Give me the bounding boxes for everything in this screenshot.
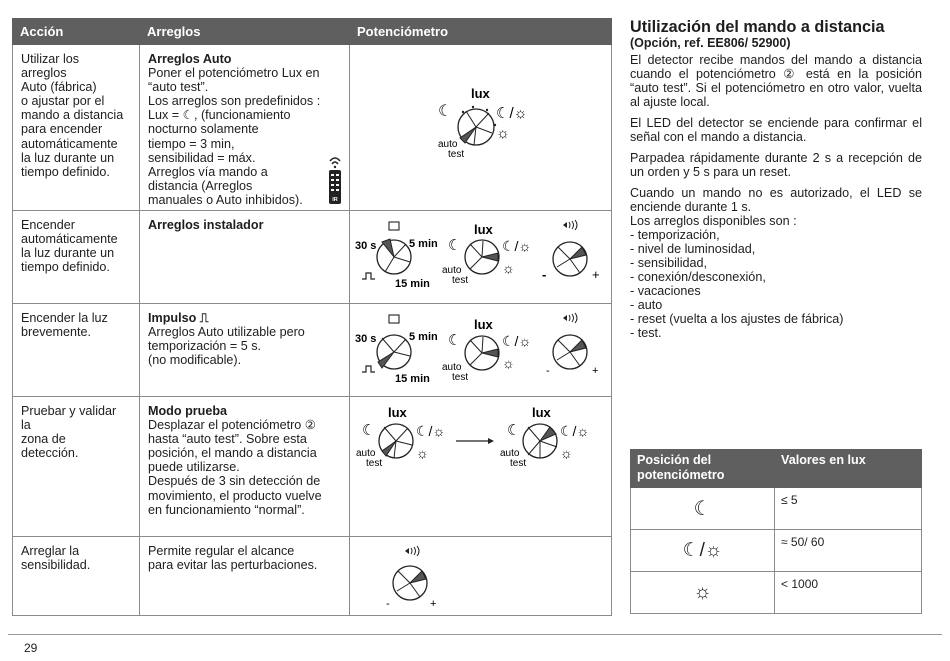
header-potenciometro: Potenciómetro <box>350 19 612 45</box>
minus-label: - <box>385 598 390 610</box>
arreglos-cell <box>140 304 350 397</box>
paragraph: Parpadea rápidamente durante 2 s a recepción de un orden y 5 s para un reset. <box>630 151 922 179</box>
accion-line: detección. <box>21 446 79 461</box>
moon-icon <box>631 488 775 530</box>
arreglos-line: Después de 3 sin detección de <box>148 474 321 489</box>
potenciometro-cell <box>350 211 612 304</box>
sun-glyph: ☼ <box>693 581 712 603</box>
arreglos-line: hasta “auto test”. Sobre esta <box>148 432 307 447</box>
accion-line: Encender <box>21 218 75 232</box>
lux-dial-before <box>356 405 445 469</box>
arreglos-line: para evitar las perturbaciones. <box>148 558 318 573</box>
arreglos-line: Desplazar el potenciómetro ② <box>148 418 317 433</box>
auto-label: auto <box>441 265 461 276</box>
arreglos-cell <box>140 397 350 537</box>
arreglos-line: en funcionamiento “normal”. <box>148 502 305 517</box>
arreglos-title: Arreglos instalador <box>148 218 264 232</box>
arreglos-title: Impulso ⎍ <box>148 311 209 325</box>
list-item: - temporización, <box>630 228 720 242</box>
arreglos-line: sensibilidad = máx. <box>148 150 256 165</box>
moon-icon: ☾ <box>447 332 461 349</box>
arreglos-line: movimiento, el producto vuelve <box>148 488 322 503</box>
remote-ir-label: IR <box>332 197 338 203</box>
arreglos-line: nocturno solamente <box>148 122 259 137</box>
arreglos-line: “auto test”. <box>148 80 209 95</box>
lux-value: ≤ 5 <box>775 488 922 530</box>
accion-cell <box>13 45 140 211</box>
sun-icon <box>631 572 775 614</box>
header-position: Posición del potenciómetro <box>631 450 775 488</box>
table-row <box>13 45 612 211</box>
potenciometro-cell <box>350 537 612 616</box>
accion-cell <box>13 397 140 537</box>
sensitivity-dial <box>546 313 598 377</box>
arreglos-line: Lux = ☾, (funcionamiento <box>148 108 291 123</box>
moon-sun-icon <box>631 530 775 572</box>
accion-line: o ajustar por el <box>21 94 105 109</box>
arreglos-line: Permite regular el alcance <box>148 544 295 558</box>
accion-line: tiempo definido. <box>21 164 110 179</box>
arreglos-line: puede utilizarse. <box>148 460 240 475</box>
list-item: - conexión/desconexión, <box>630 270 766 284</box>
paragraph: Cuando un mando no es autorizado, el LED se enciende durante 1 s. <box>630 186 922 214</box>
arreglos-line: manuales o Auto inhibidos). <box>148 192 303 207</box>
arrow-head <box>488 438 494 444</box>
moon-sun-icon: ☾/☼ <box>559 423 589 439</box>
arreglos-title: Modo prueba <box>148 404 228 418</box>
accion-line: brevemente. <box>21 325 92 340</box>
potenciometro-cell <box>350 304 612 397</box>
settings-list <box>630 214 922 340</box>
table-header-row <box>631 450 922 488</box>
timer-dial <box>355 222 438 290</box>
arreglos-line: Arreglos Auto utilizable pero <box>148 325 305 340</box>
lux-value: ≈ 50/ 60 <box>775 530 922 572</box>
test-label: test <box>451 372 468 383</box>
sun-icon: ☼ <box>501 355 515 371</box>
accion-line: Auto (fábrica) <box>21 80 97 95</box>
list-intro: Los arreglos disponibles son : <box>630 214 797 228</box>
minus-label: - <box>545 365 550 377</box>
lux-values-table <box>630 449 922 614</box>
arreglos-line: Los arreglos son predefinidos : <box>148 94 321 109</box>
accion-line: tiempo definido. <box>21 260 110 275</box>
auto-label: auto <box>499 448 519 459</box>
test-label: test <box>447 148 464 160</box>
list-item: - test. <box>630 326 662 340</box>
arreglos-line: tiempo = 3 min, <box>148 136 235 151</box>
moon-icon: ☾ <box>361 422 375 439</box>
dial-lux-label: lux <box>473 317 493 332</box>
dial-lux-label: lux <box>473 222 493 237</box>
table-row <box>631 530 922 572</box>
section-subtitle: (Opción, ref. EE806/ 52900) <box>630 36 791 50</box>
paragraph: El detector recibe mandos del mando a distancia cuando el potenciómetro ② está en la posición “auto test”. Si el potenciómetro en otro valor, vuelta al ajuste local. <box>630 53 922 109</box>
header-lux-values: Valores en lux <box>775 450 922 488</box>
time-5min-label: 5 min <box>408 331 438 343</box>
accion-line: la luz durante un <box>21 246 115 261</box>
sun-icon: ☼ <box>559 445 573 461</box>
dial-lux-label: lux <box>531 405 551 420</box>
header-accion: Acción <box>13 19 140 45</box>
sensitivity-dial-diagram <box>352 541 610 611</box>
accion-line: automáticamente <box>21 136 118 151</box>
remote-control-section <box>630 18 922 340</box>
accion-line: zona de <box>21 432 66 447</box>
lux-dial-diagram <box>426 83 536 173</box>
accion-line: Arreglar la <box>21 544 80 558</box>
page-number: 29 <box>24 641 38 655</box>
auto-label: auto <box>437 138 457 150</box>
time-30s-label: 30 s <box>354 240 376 252</box>
impulse-dials-diagram <box>352 310 610 390</box>
accion-line: la luz durante un <box>21 150 115 165</box>
list-item: - vacaciones <box>630 284 701 298</box>
dial-lux-label: lux <box>470 85 490 101</box>
moon-icon: ☾ <box>506 422 520 439</box>
dial-lux-label: lux <box>387 405 407 420</box>
list-item: - nivel de luminosidad, <box>630 242 756 256</box>
table-row <box>13 304 612 397</box>
settings-table <box>12 18 612 616</box>
test-mode-diagram <box>352 405 610 485</box>
test-label: test <box>509 458 526 469</box>
arreglos-title: Arreglos Auto <box>148 52 232 66</box>
arreglos-cell <box>140 211 350 304</box>
moon-glyph: ☾ <box>693 498 712 520</box>
accion-line: Utilizar los <box>21 52 80 66</box>
table-row <box>13 397 612 537</box>
footer-divider <box>8 634 942 635</box>
accion-line: arreglos <box>21 66 67 81</box>
moon-sun-glyph: ☾/☼ <box>682 540 723 561</box>
accion-cell <box>13 211 140 304</box>
accion-line: Pruebar y validar <box>21 404 117 418</box>
accion-line: automáticamente <box>21 232 118 247</box>
arreglos-line: distancia (Arreglos <box>148 178 253 193</box>
potenciometro-cell <box>350 45 612 211</box>
table-header-row <box>13 19 612 45</box>
moon-sun-icon: ☾/☼ <box>495 104 527 122</box>
section-title: Utilización del mando a distancia <box>630 18 885 36</box>
sun-icon: ☼ <box>415 445 429 461</box>
list-item: - auto <box>630 298 663 312</box>
table-row <box>13 537 612 616</box>
potenciometro-cell <box>350 397 612 537</box>
moon-sun-icon: ☾/☼ <box>415 423 445 439</box>
plus-label: + <box>429 598 436 610</box>
table-row <box>631 572 922 614</box>
plus-label: + <box>591 267 600 282</box>
lux-value: < 1000 <box>775 572 922 614</box>
list-item: - sensibilidad, <box>630 256 708 270</box>
accion-line: para encender <box>21 122 103 137</box>
installer-dials-diagram <box>352 217 610 297</box>
minus-label: - <box>541 267 546 282</box>
time-5min-label: 5 min <box>408 238 438 250</box>
time-15min-label: 15 min <box>394 278 430 290</box>
remote-control-icon <box>327 155 343 205</box>
sun-icon: ☼ <box>501 260 515 276</box>
arreglos-cell <box>140 537 350 616</box>
moon-sun-icon: ☾/☼ <box>501 333 531 349</box>
lux-dial <box>442 222 531 286</box>
paragraph: El LED del detector se enciende para confirmar el señal con el mando a distancia. <box>630 116 922 144</box>
arreglos-line: Poner el potenciómetro Lux en <box>148 66 320 81</box>
arreglos-cell <box>140 45 350 211</box>
moon-icon: ☾ <box>447 237 461 254</box>
time-30s-label: 30 s <box>354 333 376 345</box>
moon-sun-icon: ☾/☼ <box>501 238 531 254</box>
arreglos-line: posición, el mando a distancia <box>148 446 317 461</box>
accion-cell <box>13 537 140 616</box>
plus-label: + <box>591 365 598 377</box>
arreglos-line: temporización = 5 s. <box>148 339 262 354</box>
accion-line: Encender la luz <box>21 311 108 325</box>
accion-line: sensibilidad. <box>21 558 91 573</box>
table-row <box>631 488 922 530</box>
accion-line: mando a distancia <box>21 108 124 123</box>
accion-line: la <box>21 418 31 433</box>
table-row <box>13 211 612 304</box>
arreglos-line: Arreglos vía mando a <box>148 164 268 179</box>
timer-dial <box>355 315 438 385</box>
test-label: test <box>451 275 468 286</box>
lux-dial-after <box>500 405 589 469</box>
list-item: - reset (vuelta a los ajustes de fábrica) <box>630 312 844 326</box>
auto-label: auto <box>355 448 375 459</box>
time-15min-label: 15 min <box>394 373 430 385</box>
auto-label: auto <box>441 362 461 373</box>
moon-icon: ☾ <box>437 102 452 120</box>
lux-dial <box>442 317 531 383</box>
accion-cell <box>13 304 140 397</box>
sun-icon: ☼ <box>495 124 510 142</box>
test-label: test <box>365 458 382 469</box>
arreglos-line: (no modificable). <box>148 353 242 368</box>
header-arreglos: Arreglos <box>140 19 350 45</box>
sensitivity-dial <box>542 220 600 282</box>
